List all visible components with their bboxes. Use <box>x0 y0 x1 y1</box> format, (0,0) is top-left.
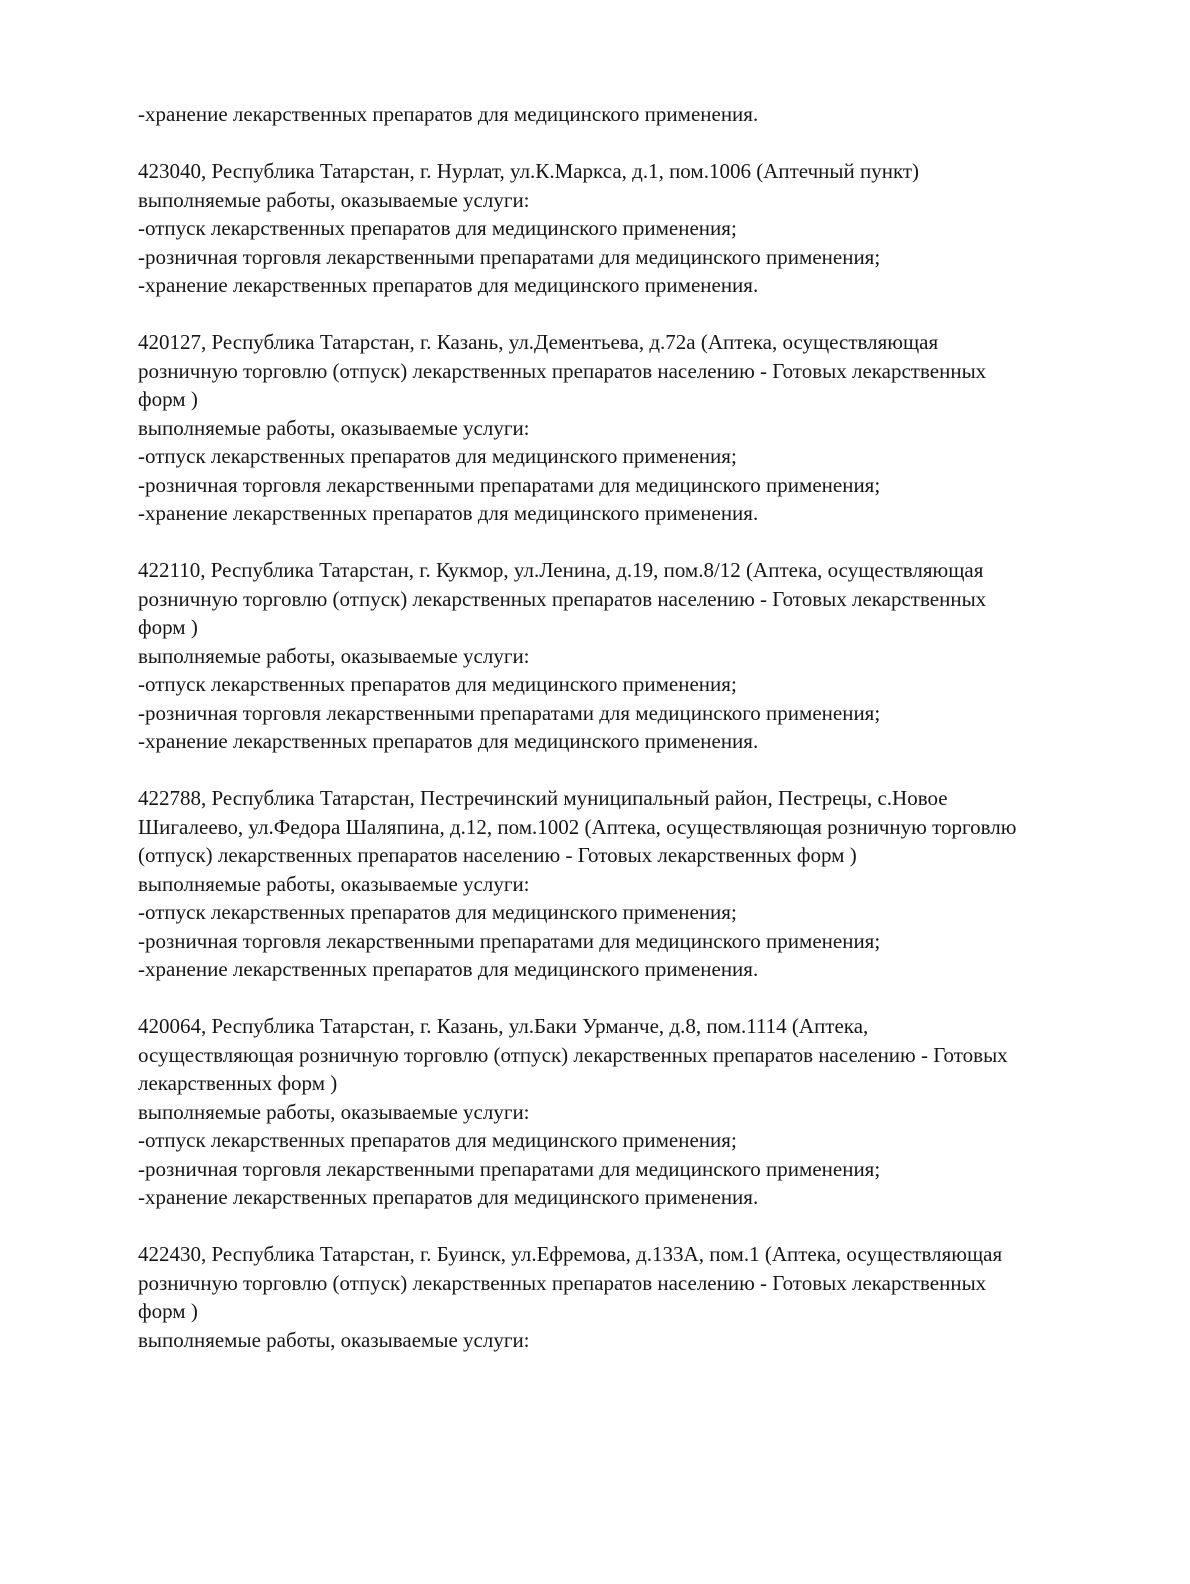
service-line: -отпуск лекарственных препаратов для медицинского применения; <box>138 1128 737 1152</box>
service-line: -розничная торговля лекарственными препаратами для медицинского применения; <box>138 700 881 725</box>
address-line: лекарственных форм ) <box>138 1071 338 1095</box>
service-line: -хранение лекарственных препаратов для медицинского применения. <box>138 957 759 981</box>
services-heading: выполняемые работы, оказываемые услуги: <box>138 187 530 212</box>
address-line: 423040, Республика Татарстан, г. Нурлат, ул.К.Маркса, д.1, пом.1006 (Аптечный пункт) <box>138 159 920 183</box>
service-line: -хранение лекарственных препаратов для медицинского применения. <box>138 729 759 753</box>
service-line: -розничная торговля лекарственными препаратами для медицинского применения; <box>138 472 881 497</box>
address-line: розничную торговлю (отпуск) лекарственных препаратов населению - Готовых лекарственных <box>138 586 987 611</box>
services-heading: выполняемые работы, оказываемые услуги: <box>138 643 530 668</box>
address-line: форм ) <box>138 1299 198 1323</box>
service-line: -хранение лекарственных препаратов для медицинского применения. <box>138 501 759 525</box>
service-line: -розничная торговля лекарственными препаратами для медицинского применения; <box>138 928 881 953</box>
address-line: розничную торговлю (отпуск) лекарственных препаратов населению - Готовых лекарственных <box>138 1270 987 1295</box>
license-entry-1 <box>138 157 1138 300</box>
license-entry-6 <box>138 1240 1138 1354</box>
service-line: -розничная торговля лекарственными препаратами для медицинского применения; <box>138 1156 881 1181</box>
service-line: -розничная торговля лекарственными препаратами для медицинского применения; <box>138 244 881 269</box>
services-heading: выполняемые работы, оказываемые услуги: <box>138 415 530 440</box>
license-entry-3 <box>138 556 1138 756</box>
address-line: 420064, Республика Татарстан, г. Казань, ул.Баки Урманче, д.8, пом.1114 (Аптека, <box>138 1014 869 1038</box>
license-entry-5 <box>138 1012 1138 1212</box>
service-line: -отпуск лекарственных препаратов для медицинского применения; <box>138 216 737 240</box>
services-heading: выполняемые работы, оказываемые услуги: <box>138 1327 530 1352</box>
address-line: Шигалеево, ул.Федора Шаляпина, д.12, пом.1002 (Аптека, осуществляющая розничную торговлю <box>138 814 1017 839</box>
license-entry-2 <box>138 328 1138 528</box>
address-line: осуществляющая розничную торговлю (отпуск) лекарственных препаратов населению - Готовых <box>138 1042 1008 1067</box>
address-line: форм ) <box>138 615 198 639</box>
license-entry-4 <box>138 784 1138 984</box>
service-line: -отпуск лекарственных препаратов для медицинского применения; <box>138 900 737 924</box>
service-line: -хранение лекарственных препаратов для медицинского применения. <box>138 1185 759 1209</box>
service-line: -хранение лекарственных препаратов для медицинского применения. <box>138 102 759 126</box>
address-line: 422110, Республика Татарстан, г. Кукмор, ул.Ленина, д.19, пом.8/12 (Аптека, осуществляющая <box>138 558 984 582</box>
service-line: -отпуск лекарственных препаратов для медицинского применения; <box>138 672 737 696</box>
address-line: (отпуск) лекарственных препаратов населению - Готовых лекарственных форм ) <box>138 843 857 867</box>
address-line: форм ) <box>138 387 198 411</box>
services-heading: выполняемые работы, оказываемые услуги: <box>138 871 530 896</box>
service-line: -хранение лекарственных препаратов для медицинского применения. <box>138 273 759 297</box>
address-line: 422430, Республика Татарстан, г. Буинск, ул.Ефремова, д.133А, пом.1 (Аптека, осуществляющая <box>138 1242 1003 1266</box>
service-line: -отпуск лекарственных препаратов для медицинского применения; <box>138 444 737 468</box>
services-heading: выполняемые работы, оказываемые услуги: <box>138 1099 530 1124</box>
address-line: 422788, Республика Татарстан, Пестречинский муниципальный район, Пестрецы, с.Новое <box>138 786 948 810</box>
intro-section <box>138 100 1138 129</box>
address-line: 420127, Республика Татарстан, г. Казань, ул.Дементьева, д.72а (Аптека, осуществляющая <box>138 330 939 354</box>
document-page <box>138 100 1138 1354</box>
address-line: розничную торговлю (отпуск) лекарственных препаратов населению - Готовых лекарственных <box>138 358 987 383</box>
